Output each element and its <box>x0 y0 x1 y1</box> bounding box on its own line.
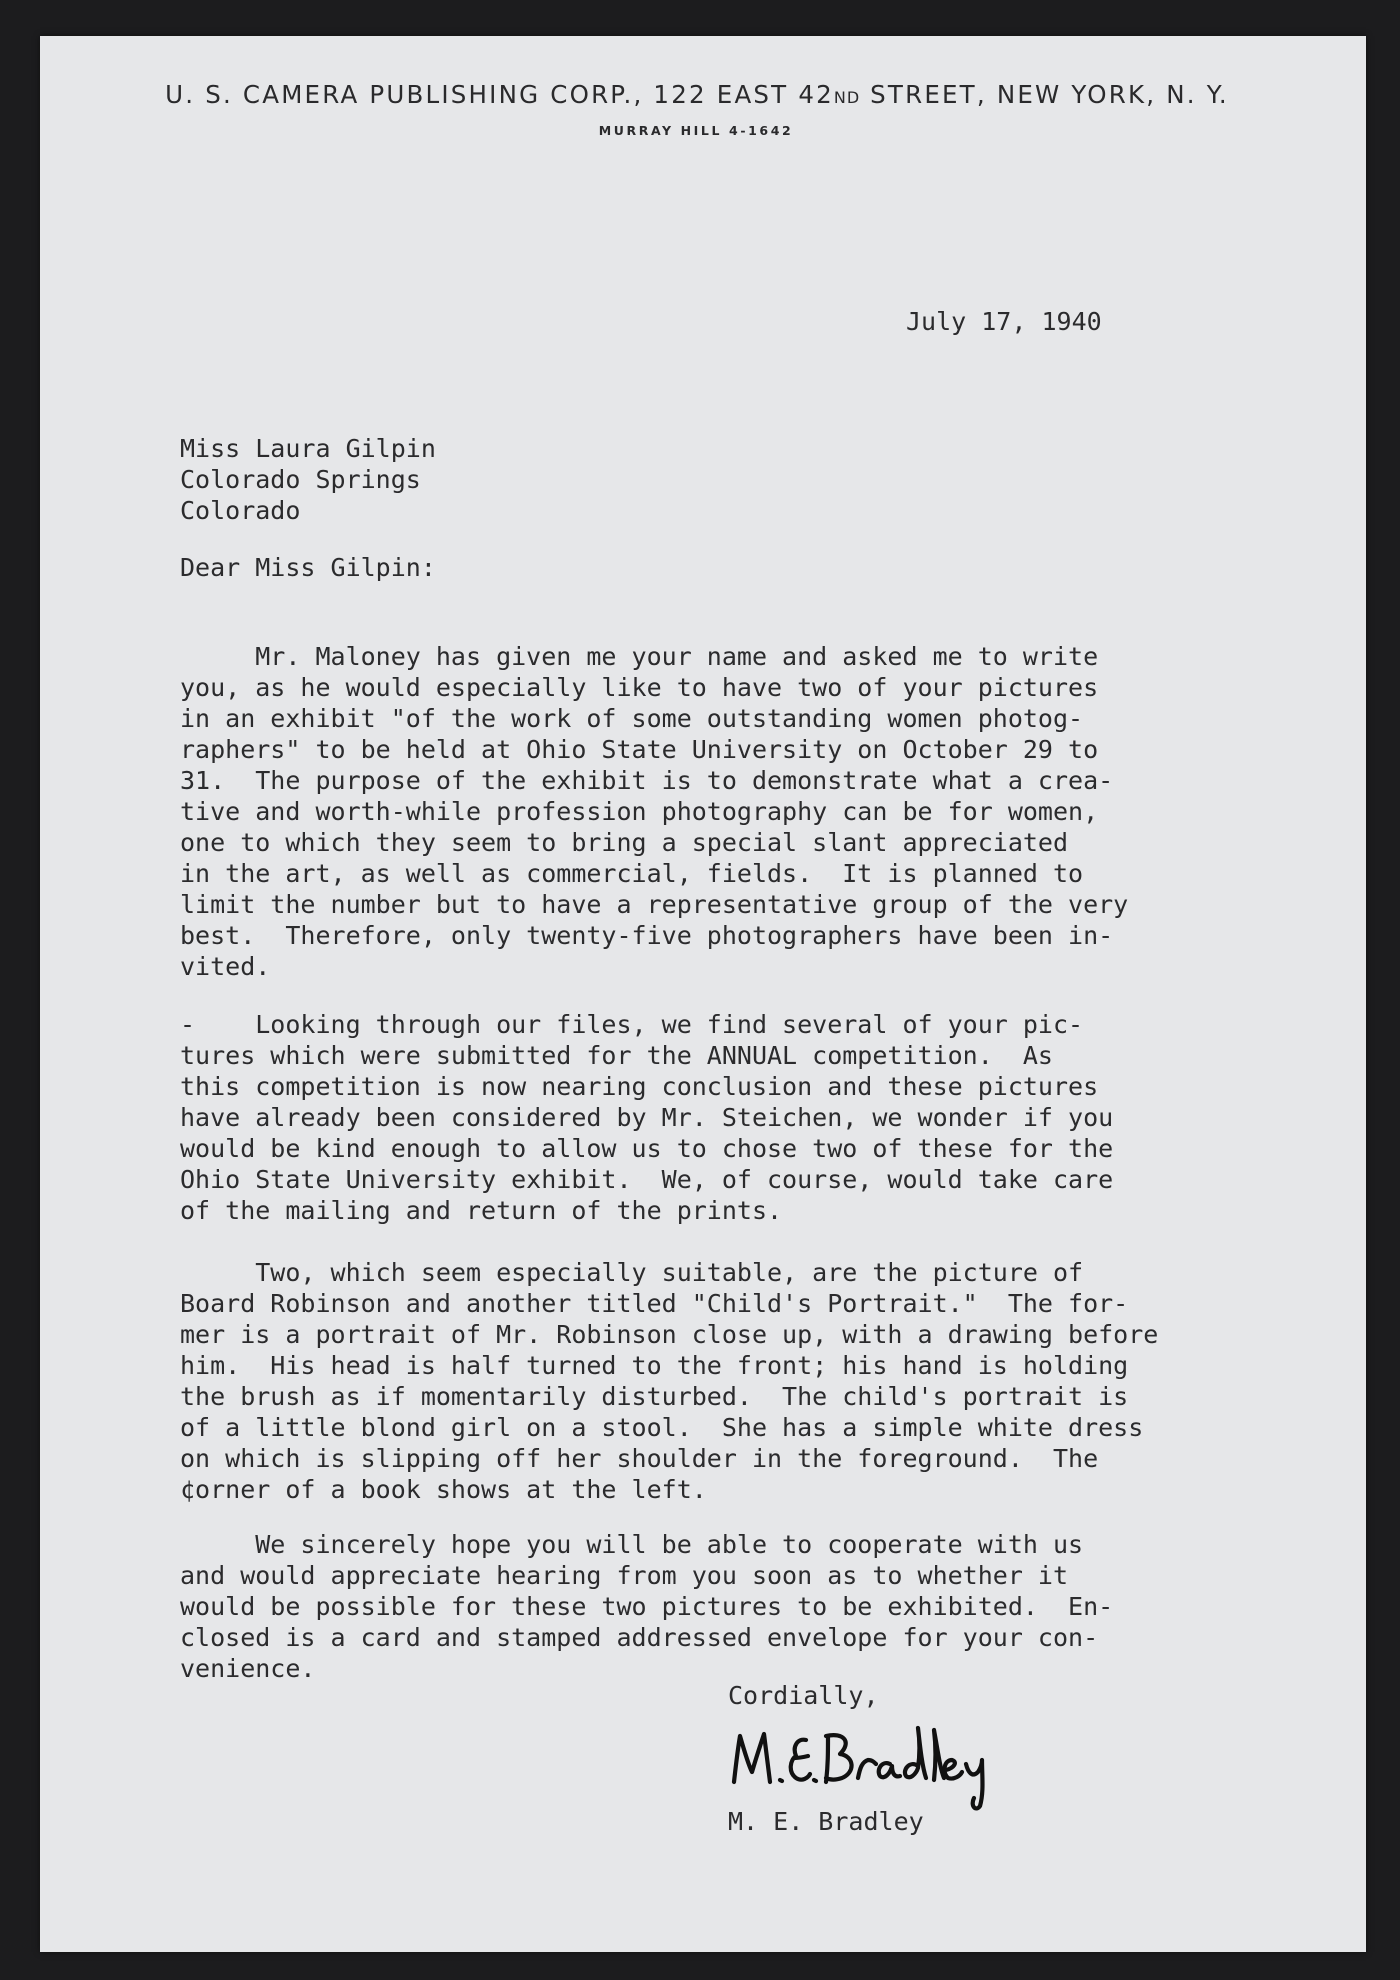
letter-date: July 17, 1940 <box>906 307 1102 336</box>
text-line: this competition is now nearing conclusion and these pictures <box>180 1072 1099 1101</box>
text-line: - Looking through our files, we find several of your pic- <box>180 1010 1084 1039</box>
text-line: closed is a card and stamped addressed envelope for your con- <box>180 1623 1099 1652</box>
text-line: tures which were submitted for the ANNUAL competition. As <box>180 1041 1053 1070</box>
text-line: Two, which seem especially suitable, are the picture of <box>180 1258 1084 1287</box>
text-line: raphers" to be held at Ohio State University on October 29 to <box>180 735 1099 764</box>
company-address-line <box>28 80 1366 109</box>
handwritten-signature <box>720 1706 1030 1816</box>
street-ordinal: ND <box>833 88 861 107</box>
text-line: in the art, as well as commercial, fields. It is planned to <box>180 859 1084 888</box>
text-line: would be possible for these two pictures to be exhibited. En- <box>180 1592 1114 1621</box>
text-line: one to which they seem to bring a special slant appreciated <box>180 828 1069 857</box>
salutation: Dear Miss Gilpin: <box>180 553 436 582</box>
text-line: the brush as if momentarily disturbed. The child's portrait is <box>180 1382 1129 1411</box>
text-line: have already been considered by Mr. Steichen, we wonder if you <box>180 1103 1114 1132</box>
text-line: on which is slipping off her shoulder in the foreground. The <box>180 1444 1099 1473</box>
closing: Cordially, <box>728 1681 879 1710</box>
company-address-part: U. S. CAMERA PUBLISHING CORP., 122 EAST 42 <box>165 80 834 109</box>
letter-page <box>40 36 1366 1952</box>
text-line: Board Robinson and another titled "Child's Portrait." The for- <box>180 1289 1129 1318</box>
paragraph-1 <box>180 610 1128 982</box>
recipient-state: Colorado <box>180 496 301 525</box>
text-line: venience. <box>180 1654 316 1683</box>
text-line: would be kind enough to allow us to chose two of these for the <box>180 1134 1114 1163</box>
text-line: We sincerely hope you will be able to cooperate with us <box>180 1530 1084 1559</box>
text-line: and would appreciate hearing from you soon as to whether it <box>180 1561 1069 1590</box>
company-phone: MURRAY HILL 4-1642 <box>598 123 794 138</box>
recipient-address <box>180 433 436 526</box>
text-line: ¢orner of a book shows at the left. <box>180 1475 707 1504</box>
paragraph-2 <box>180 978 1113 1226</box>
paragraph-4 <box>180 1498 1113 1684</box>
text-line: mer is a portrait of Mr. Robinson close up, with a drawing before <box>180 1320 1159 1349</box>
text-line: 31. The purpose of the exhibit is to demonstrate what a crea- <box>180 766 1114 795</box>
company-address-part: STREET, NEW YORK, N. Y. <box>860 80 1229 109</box>
text-line: Ohio State University exhibit. We, of course, would take care <box>180 1165 1114 1194</box>
text-line: vited. <box>180 952 271 981</box>
text-line: of the mailing and return of the prints. <box>180 1196 783 1225</box>
recipient-name: Miss Laura Gilpin <box>180 434 436 463</box>
text-line: you, as he would especially like to have two of your pictures <box>180 673 1099 702</box>
text-line: tive and worth-while profession photography can be for women, <box>180 797 1099 826</box>
text-line: of a little blond girl on a stool. She has a simple white dress <box>180 1413 1144 1442</box>
text-line: limit the number but to have a representative group of the very <box>180 890 1129 919</box>
letterhead <box>40 80 1366 138</box>
recipient-city: Colorado Springs <box>180 465 421 494</box>
text-line: best. Therefore, only twenty-five photographers have been in- <box>180 921 1114 950</box>
text-line: in an exhibit "of the work of some outstanding women photog- <box>180 704 1084 733</box>
paragraph-3 <box>180 1226 1158 1505</box>
text-line: Mr. Maloney has given me your name and asked me to write <box>180 642 1099 671</box>
text-line: him. His head is half turned to the front; his hand is holding <box>180 1351 1129 1380</box>
signer-name: M. E. Bradley <box>728 1807 924 1836</box>
